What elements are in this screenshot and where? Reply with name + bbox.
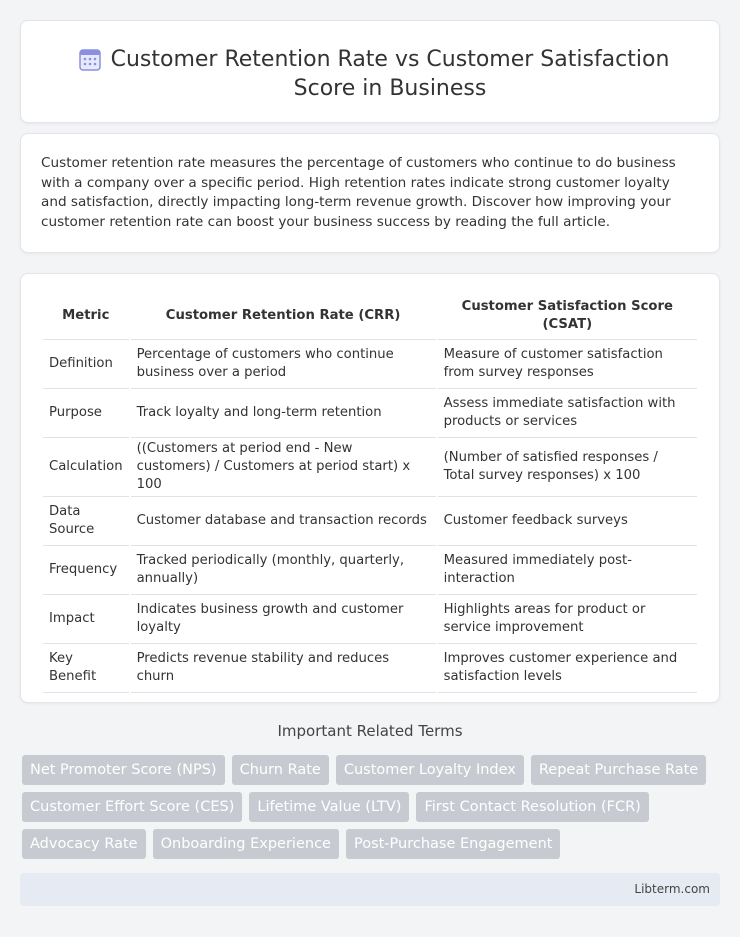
page-title: Customer Retention Rate vs Customer Satisfaction Score in Business <box>110 47 670 101</box>
related-terms-heading: Important Related Terms <box>277 722 463 740</box>
row-crr: ((Customers at period end - New customers) / Customers at period start) x 100 <box>131 438 436 497</box>
tag-loyalty-index[interactable]: Customer Loyalty Index <box>336 755 524 785</box>
header-crr: Customer Retention Rate (CRR) <box>131 292 436 340</box>
row-crr: Indicates business growth and customer loyalty <box>131 595 436 644</box>
intro-card <box>20 133 720 253</box>
table-row <box>43 438 697 497</box>
tag-row <box>22 792 722 822</box>
row-csat: Highlights areas for product or service improvement <box>438 595 697 644</box>
footer-site-link[interactable]: Libterm.com <box>634 882 710 896</box>
table-row <box>43 340 697 389</box>
row-metric: Key Benefit <box>43 644 129 693</box>
tag-advocacy-rate[interactable]: Advocacy Rate <box>22 829 146 859</box>
table-row <box>43 644 697 693</box>
row-csat: Assess immediate satisfaction with products or services <box>438 389 697 438</box>
row-crr: Tracked periodically (monthly, quarterly, annually) <box>131 546 436 595</box>
row-csat: Customer feedback surveys <box>438 497 697 546</box>
table-row <box>43 389 697 438</box>
row-metric: Calculation <box>43 438 129 497</box>
row-metric: Definition <box>43 340 129 389</box>
table-row <box>43 497 697 546</box>
table-row <box>43 546 697 595</box>
header-csat: Customer Satisfaction Score (CSAT) <box>438 292 697 340</box>
row-csat: Improves customer experience and satisfaction levels <box>438 644 697 693</box>
footer <box>20 873 720 906</box>
tag-row <box>22 829 722 859</box>
row-crr: Track loyalty and long-term retention <box>131 389 436 438</box>
row-metric: Impact <box>43 595 129 644</box>
header-metric: Metric <box>43 292 129 340</box>
row-csat: (Number of satisfied responses / Total survey responses) x 100 <box>438 438 697 497</box>
tag-fcr[interactable]: First Contact Resolution (FCR) <box>416 792 648 822</box>
tag-ltv[interactable]: Lifetime Value (LTV) <box>249 792 409 822</box>
row-metric: Data Source <box>43 497 129 546</box>
table-header-row <box>43 292 697 340</box>
tag-churn-rate[interactable]: Churn Rate <box>232 755 329 785</box>
tag-row <box>22 755 722 785</box>
tag-onboarding-experience[interactable]: Onboarding Experience <box>153 829 339 859</box>
intro-paragraph: Customer retention rate measures the percentage of customers who continue to do business with a company over a specific period. High retention rates indicate strong customer loyalty and satisfaction, directly impacting long-term revenue growth. Discover how improving your customer retention rate can boost your business success by reading the full article. <box>41 155 676 230</box>
tag-post-purchase-engagement[interactable]: Post-Purchase Engagement <box>346 829 561 859</box>
tag-nps[interactable]: Net Promoter Score (NPS) <box>22 755 225 785</box>
row-csat: Measured immediately post-interaction <box>438 546 697 595</box>
tag-repeat-purchase-rate[interactable]: Repeat Purchase Rate <box>531 755 706 785</box>
tag-ces[interactable]: Customer Effort Score (CES) <box>22 792 242 822</box>
row-metric: Purpose <box>43 389 129 438</box>
title-card <box>20 20 720 123</box>
row-crr: Predicts revenue stability and reduces churn <box>131 644 436 693</box>
row-crr: Customer database and transaction records <box>131 497 436 546</box>
row-csat: Measure of customer satisfaction from survey responses <box>438 340 697 389</box>
related-terms-list <box>22 755 722 866</box>
row-metric: Frequency <box>43 546 129 595</box>
comparison-table <box>41 292 699 693</box>
table-row <box>43 595 697 644</box>
row-crr: Percentage of customers who continue business over a period <box>131 340 436 389</box>
comparison-table-card <box>20 273 720 703</box>
